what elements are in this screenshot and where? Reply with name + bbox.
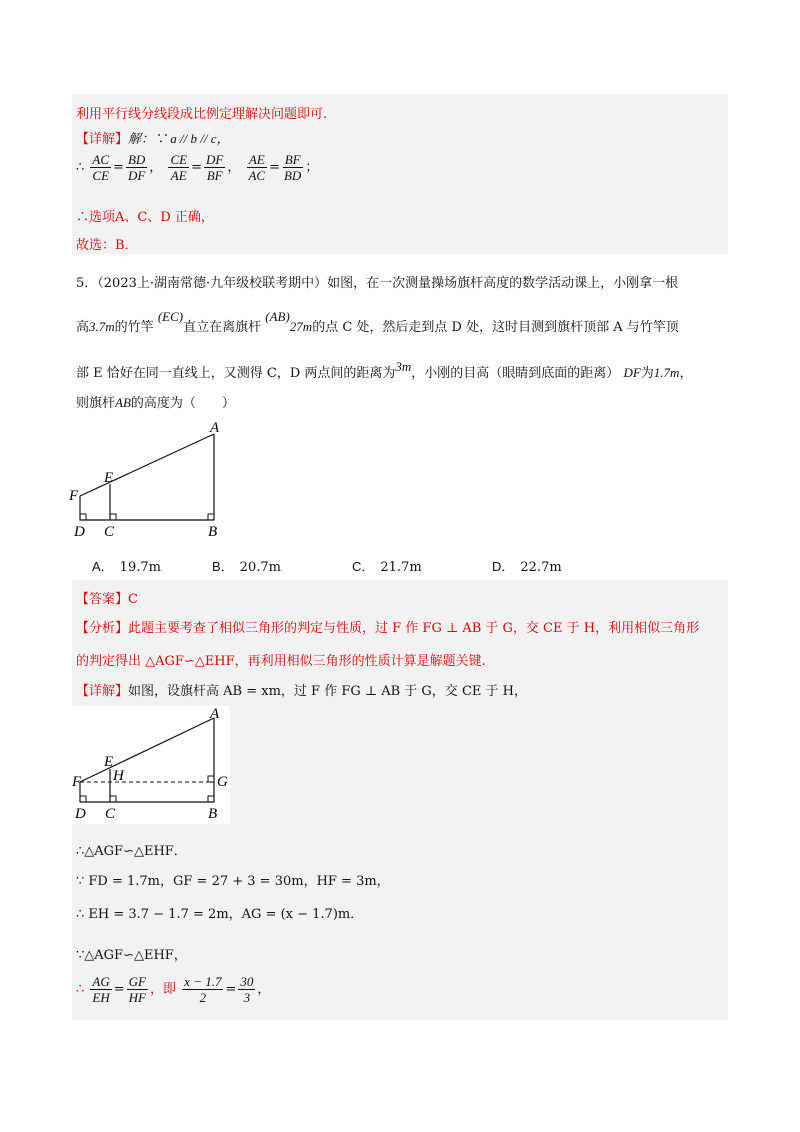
step-line-3: ∴ EH = 3.7 − 1.7 = 2m，AG = (x − 1.7)m． <box>76 907 364 922</box>
right-angle-g <box>208 776 214 782</box>
option-d[interactable]: D． 22.7m <box>492 559 562 575</box>
label-d: D <box>75 806 86 822</box>
right-angle-c <box>110 514 116 520</box>
solution-figure <box>72 706 230 824</box>
question-line-1: 5．（2023上·湖南常德·九年级校联考期中）如图，在一次测量操场旗杆高度的数学活动课上，小刚拿一根 <box>76 276 679 291</box>
label-b: B <box>208 806 218 822</box>
option-c[interactable]: C． 21.7m <box>352 559 422 575</box>
fraction: $\frac{BF}{BD}$ <box>283 152 302 183</box>
right-angle-d <box>80 796 86 802</box>
detail-text: 解：∵ a // b // c， <box>128 131 230 146</box>
label-e: E <box>104 754 114 770</box>
fraction: $\frac{AE}{AC}$ <box>248 152 266 183</box>
label-a: A <box>210 420 220 436</box>
options-conclusion: ∴选项A、C、D 正确， <box>76 210 214 225</box>
choose-line: 故选：B． <box>76 238 138 253</box>
fraction: $\frac{CE}{AE}$ <box>170 152 188 183</box>
question-line-4: 则旗杆AB的高度为（ ） <box>76 395 235 411</box>
step-line-5: ∴ $\frac{AG}{EH}$ = $\frac{GF}{HF}$ ，即 $\frac{x - 1.7}{2}$ = $\frac{30}{3}$ ， <box>76 974 271 1005</box>
right-angle-d <box>80 514 86 520</box>
fraction: $\frac{AG}{EH}$ <box>92 974 110 1005</box>
right-angle-b <box>208 514 214 520</box>
question-line-2: 高3.7m的竹竿 (EC)直立在离旗杆 (AB)27m的点 C 处，然后走到点 D 处，这时目测到旗杆顶部 A 与竹竿顶 <box>76 309 679 335</box>
fraction: $\frac{DF}{BF}$ <box>205 152 224 183</box>
proportion-line: ∴ $\frac{AC}{CE}$ = $\frac{BD}{DF}$ ， $\frac{CE}{AE}$ = $\frac{DF}{BF}$ ， $\frac{AE}{AC}$ = $\frac{BF}{BD}$ ； <box>76 152 319 183</box>
label-e: E <box>104 470 114 486</box>
label-c: C <box>104 524 115 540</box>
step-line-1: ∴△AGF∽△EHF． <box>76 844 187 859</box>
label-f: F <box>69 488 79 504</box>
therefore-symbol: ∴ <box>76 160 85 175</box>
option-a[interactable]: A． 19.7m <box>92 559 161 575</box>
label-d: D <box>74 524 85 540</box>
label-b: B <box>208 524 218 540</box>
segment-fa <box>80 718 214 782</box>
detail-line <box>76 128 229 147</box>
step-line-4: ∵△AGF∽△EHF， <box>76 948 187 963</box>
analysis-line-2: 的判定得出 △AGF∽△EHF，再利用相似三角形的性质计算是解题关键. <box>76 654 486 669</box>
label-f: F <box>72 774 82 790</box>
question-line-3: 部 E 恰好在同一直线上，又测得 C，D 两点间的距离为3m，小刚的目高（眼睛到底面的距离） DF为1.7m， <box>76 359 693 381</box>
label-c: C <box>105 806 116 822</box>
solution-text-line: 利用平行线分线段成比例定理解决问题即可. <box>76 107 328 122</box>
fraction: $\frac{30}{3}$ <box>240 974 254 1005</box>
step-line-2: ∵ FD = 1.7m，GF = 27 + 3 = 30m，HF = 3m， <box>76 874 390 889</box>
segment-fa <box>80 434 214 496</box>
label-h: H <box>113 768 124 784</box>
detail-line-2: 【详解】如图，设旗杆高 AB = xm，过 F 作 FG ⊥ AB 于 G，交 CE 于 H， <box>76 684 527 699</box>
question-figure <box>66 418 236 548</box>
option-b[interactable]: B． 20.7m <box>212 559 281 575</box>
detail-tag: 【详解】 <box>76 132 129 147</box>
fraction: $\frac{AC}{CE}$ <box>92 152 110 183</box>
fraction: $\frac{BD}{DF}$ <box>127 152 146 183</box>
fraction: $\frac{GF}{HF}$ <box>128 974 147 1005</box>
right-angle-c <box>110 796 116 802</box>
right-angle-b <box>208 796 214 802</box>
answer-line: 【答案】C <box>76 592 138 607</box>
label-g: G <box>217 774 228 790</box>
label-a: A <box>210 706 220 722</box>
fraction: $\frac{x - 1.7}{2}$ <box>184 974 222 1005</box>
analysis-line-1: 【分析】此题主要考查了相似三角形的判定与性质，过 F 作 FG ⊥ AB 于 G，交 CE 于 H，利用相似三角形 <box>76 621 700 636</box>
